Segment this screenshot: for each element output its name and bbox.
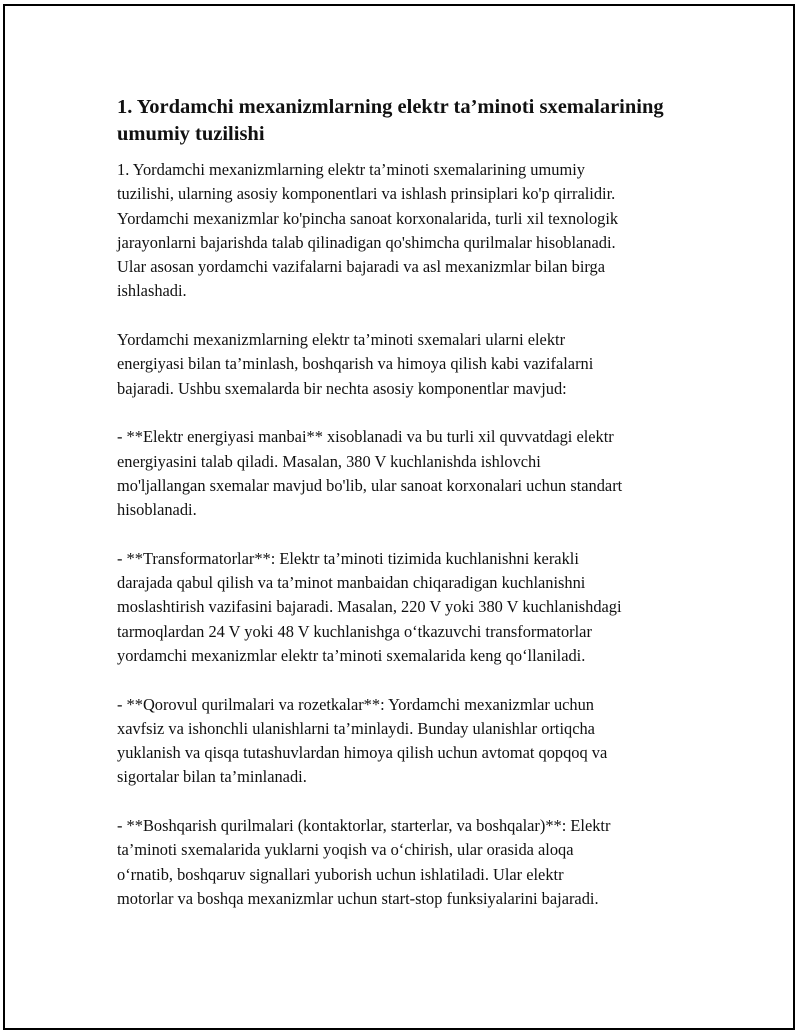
paragraph-intro: 1. Yordamchi mexanizmlarning elektr ta’minoti sxemalarining umumiy tuzilishi, ularning asosiy komponentlari va ishlash prinsiplari ko'p qirralidir. Yordamchi mexanizmlar ko'pincha sanoat korxonalarida, turli xil texnologik jarayonlarni bajarishda talab qilinadigan qo'shimcha qurilmalar hisoblanadi. Ular asosan yordamchi vazifalarni bajaradi va asl mexanizmlar bilan birga ishlashadi. xyxy=(117,160,619,301)
paragraph-protection-devices: - **Qorovul qurilmalari va rozetkalar**: Yordamchi mexanizmlar uchun xavfsiz va ishonchli ulanishlarni ta’minlaydi. Bunday ulanishlar ortiqcha yuklanish va qisqa tutashuvlardan himoya qilish uchun avtomat qopqoq va sigortalar bilan ta’minlanadi. xyxy=(117,694,608,787)
paragraph-components: Yordamchi mexanizmlarning elektr ta’minoti sxemalari ularni elektr energiyasi bilan ta’minlash, boshqarish va himoya qilish kabi vazifalarni bajaradi. Ushbu sxemalarda bir nechta asosiy komponentlar mavjud: xyxy=(117,330,594,398)
paragraph-power-source: - **Elektr energiyasi manbai** xisoblanadi va bu turli xil quvvatdagi elektr energiyasini talab qiladi. Masalan, 380 V kuchlanishda ishlovchi mo'ljallangan sxemalar mavjud bo'lib, ular sanoat korxonalari uchun standart hisoblanadi. xyxy=(117,427,623,520)
document-body xyxy=(117,94,697,911)
section-heading: 1. Yordamchi mexanizmlarning elektr ta’minoti sxemalarining umumiy tuzilishi xyxy=(117,96,664,145)
paragraph-control-devices: - **Boshqarish qurilmalari (kontaktorlar, starterlar, va boshqalar)**: Elektr ta’minoti sxemalarida yuklarni yoqish va o‘chirish, ular orasida aloqa o‘rnatib, boshqaruv signallari yuborish uchun ishlatiladi. Ular elektr motorlar va boshqa mexanizmlar uchun start-stop funksiyalarini bajaradi. xyxy=(117,816,611,908)
paragraph-transformers: - **Transformatorlar**: Elektr ta’minoti tizimida kuchlanishni kerakli darajada qabul qilish va ta’minot manbaidan chiqaradigan kuchlanishni moslashtirish vazifasini bajaradi. Masalan, 220 V yoki 380 V kuchlanishdagi tarmoqlardan 24 V yoki 48 V kuchlanishga o‘tkazuvchi transformatorlar yordamchi mexanizmlar elektr ta’minoti sxemalarida keng qo‘llaniladi. xyxy=(117,548,622,665)
